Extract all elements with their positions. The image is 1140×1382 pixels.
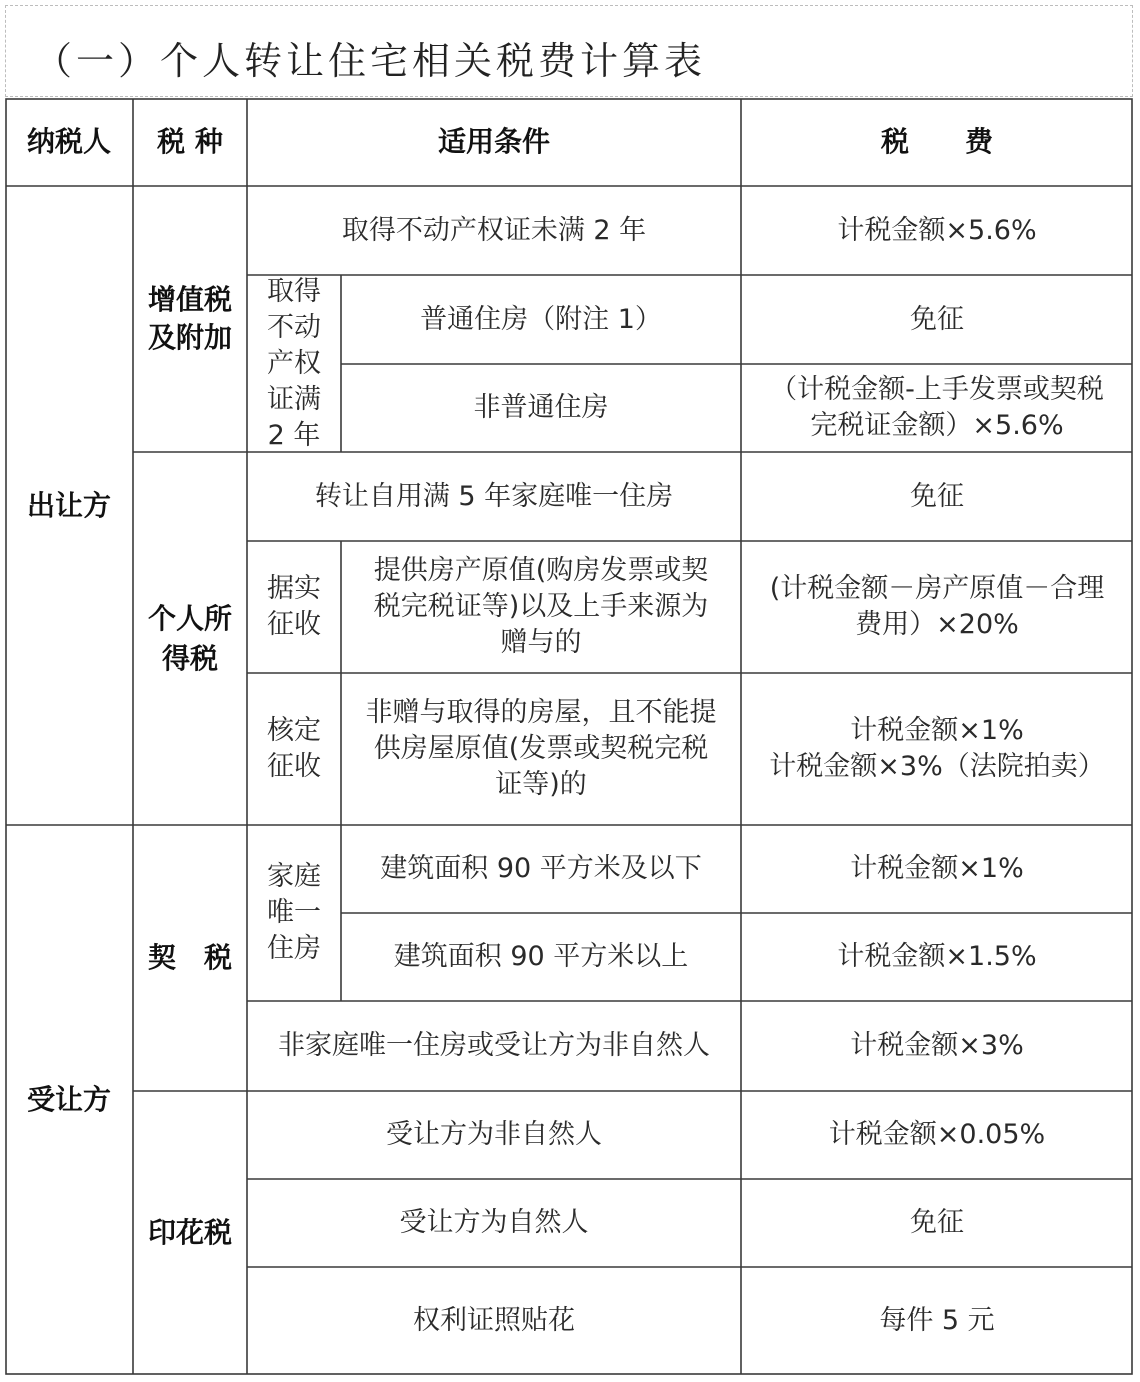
row-condition: 非普通住房 [473, 392, 609, 423]
tax-type-income: 个人所 得税 [147, 601, 232, 675]
party-buyer: 受让方 [26, 1083, 111, 1116]
row-condition: 非赠与取得的房屋，且不能提 供房屋原值(发票或契税完税 证等)的 [365, 697, 717, 800]
row-condition: 受让方为自然人 [399, 1207, 589, 1238]
row-condition: 非家庭唯一住房或受让方为非自然人 [278, 1030, 710, 1061]
tax-type-stamp: 印花税 [147, 1216, 232, 1249]
row-fee: （计税金额-上手发票或契税 完税证金额）×5.6% [770, 374, 1104, 441]
row-fee: 免征 [910, 1207, 964, 1238]
row-fee: 计税金额×3% [850, 1030, 1024, 1061]
row-fee: 计税金额×5.6% [837, 214, 1037, 246]
row-fee: 计税金额×0.05% [828, 1119, 1046, 1150]
page-title: （一）个人转让住宅相关税费计算表 [34, 39, 707, 83]
tax-type-deed: 契 税 [147, 941, 232, 974]
row-fee: 计税金额×1% 计税金额×3%（法院拍卖） [769, 715, 1105, 782]
row-condition: 受让方为非自然人 [386, 1119, 602, 1150]
row-condition: 转让自用满 5 年家庭唯一住房 [314, 480, 674, 512]
row-fee: 免征 [910, 480, 964, 512]
header-tax-type: 税 种 [157, 125, 223, 158]
row-condition: 权利证照贴花 [413, 1305, 575, 1336]
title-box [5, 5, 1133, 97]
subgroup-assessed: 核定 征收 [267, 715, 321, 782]
row-condition: 建筑面积 90 平方米以上 [393, 941, 689, 972]
row-condition: 提供房产原值(购房发票或契 税完税证等)以及上手来源为 赠与的 [373, 555, 709, 658]
header-taxpayer: 纳税人 [26, 125, 111, 158]
subgroup-vat-over2: 取得 不动 产权 证满 2 年 [267, 275, 321, 451]
row-condition: 建筑面积 90 平方米及以下 [380, 853, 702, 884]
row-fee: 计税金额×1.5% [837, 941, 1037, 972]
subgroup-actual: 据实 征收 [267, 573, 321, 640]
row-condition: 取得不动产权证未满 2 年 [341, 214, 647, 246]
header-fee: 税 费 [880, 125, 993, 158]
subgroup-family-only: 家庭 唯一 住房 [267, 861, 321, 964]
row-fee: 免征 [910, 303, 964, 335]
header-condition: 适用条件 [437, 125, 550, 158]
row-fee: 计税金额×1% [850, 853, 1024, 884]
tax-table [5, 98, 1133, 1375]
tax-type-vat: 增值税 及附加 [147, 283, 232, 354]
row-fee: 每件 5 元 [879, 1305, 995, 1336]
row-fee: (计税金额－房产原值－合理 费用）×20% [769, 573, 1105, 640]
row-condition: 普通住房（附注 1） [420, 303, 662, 335]
party-seller: 出让方 [26, 488, 111, 522]
